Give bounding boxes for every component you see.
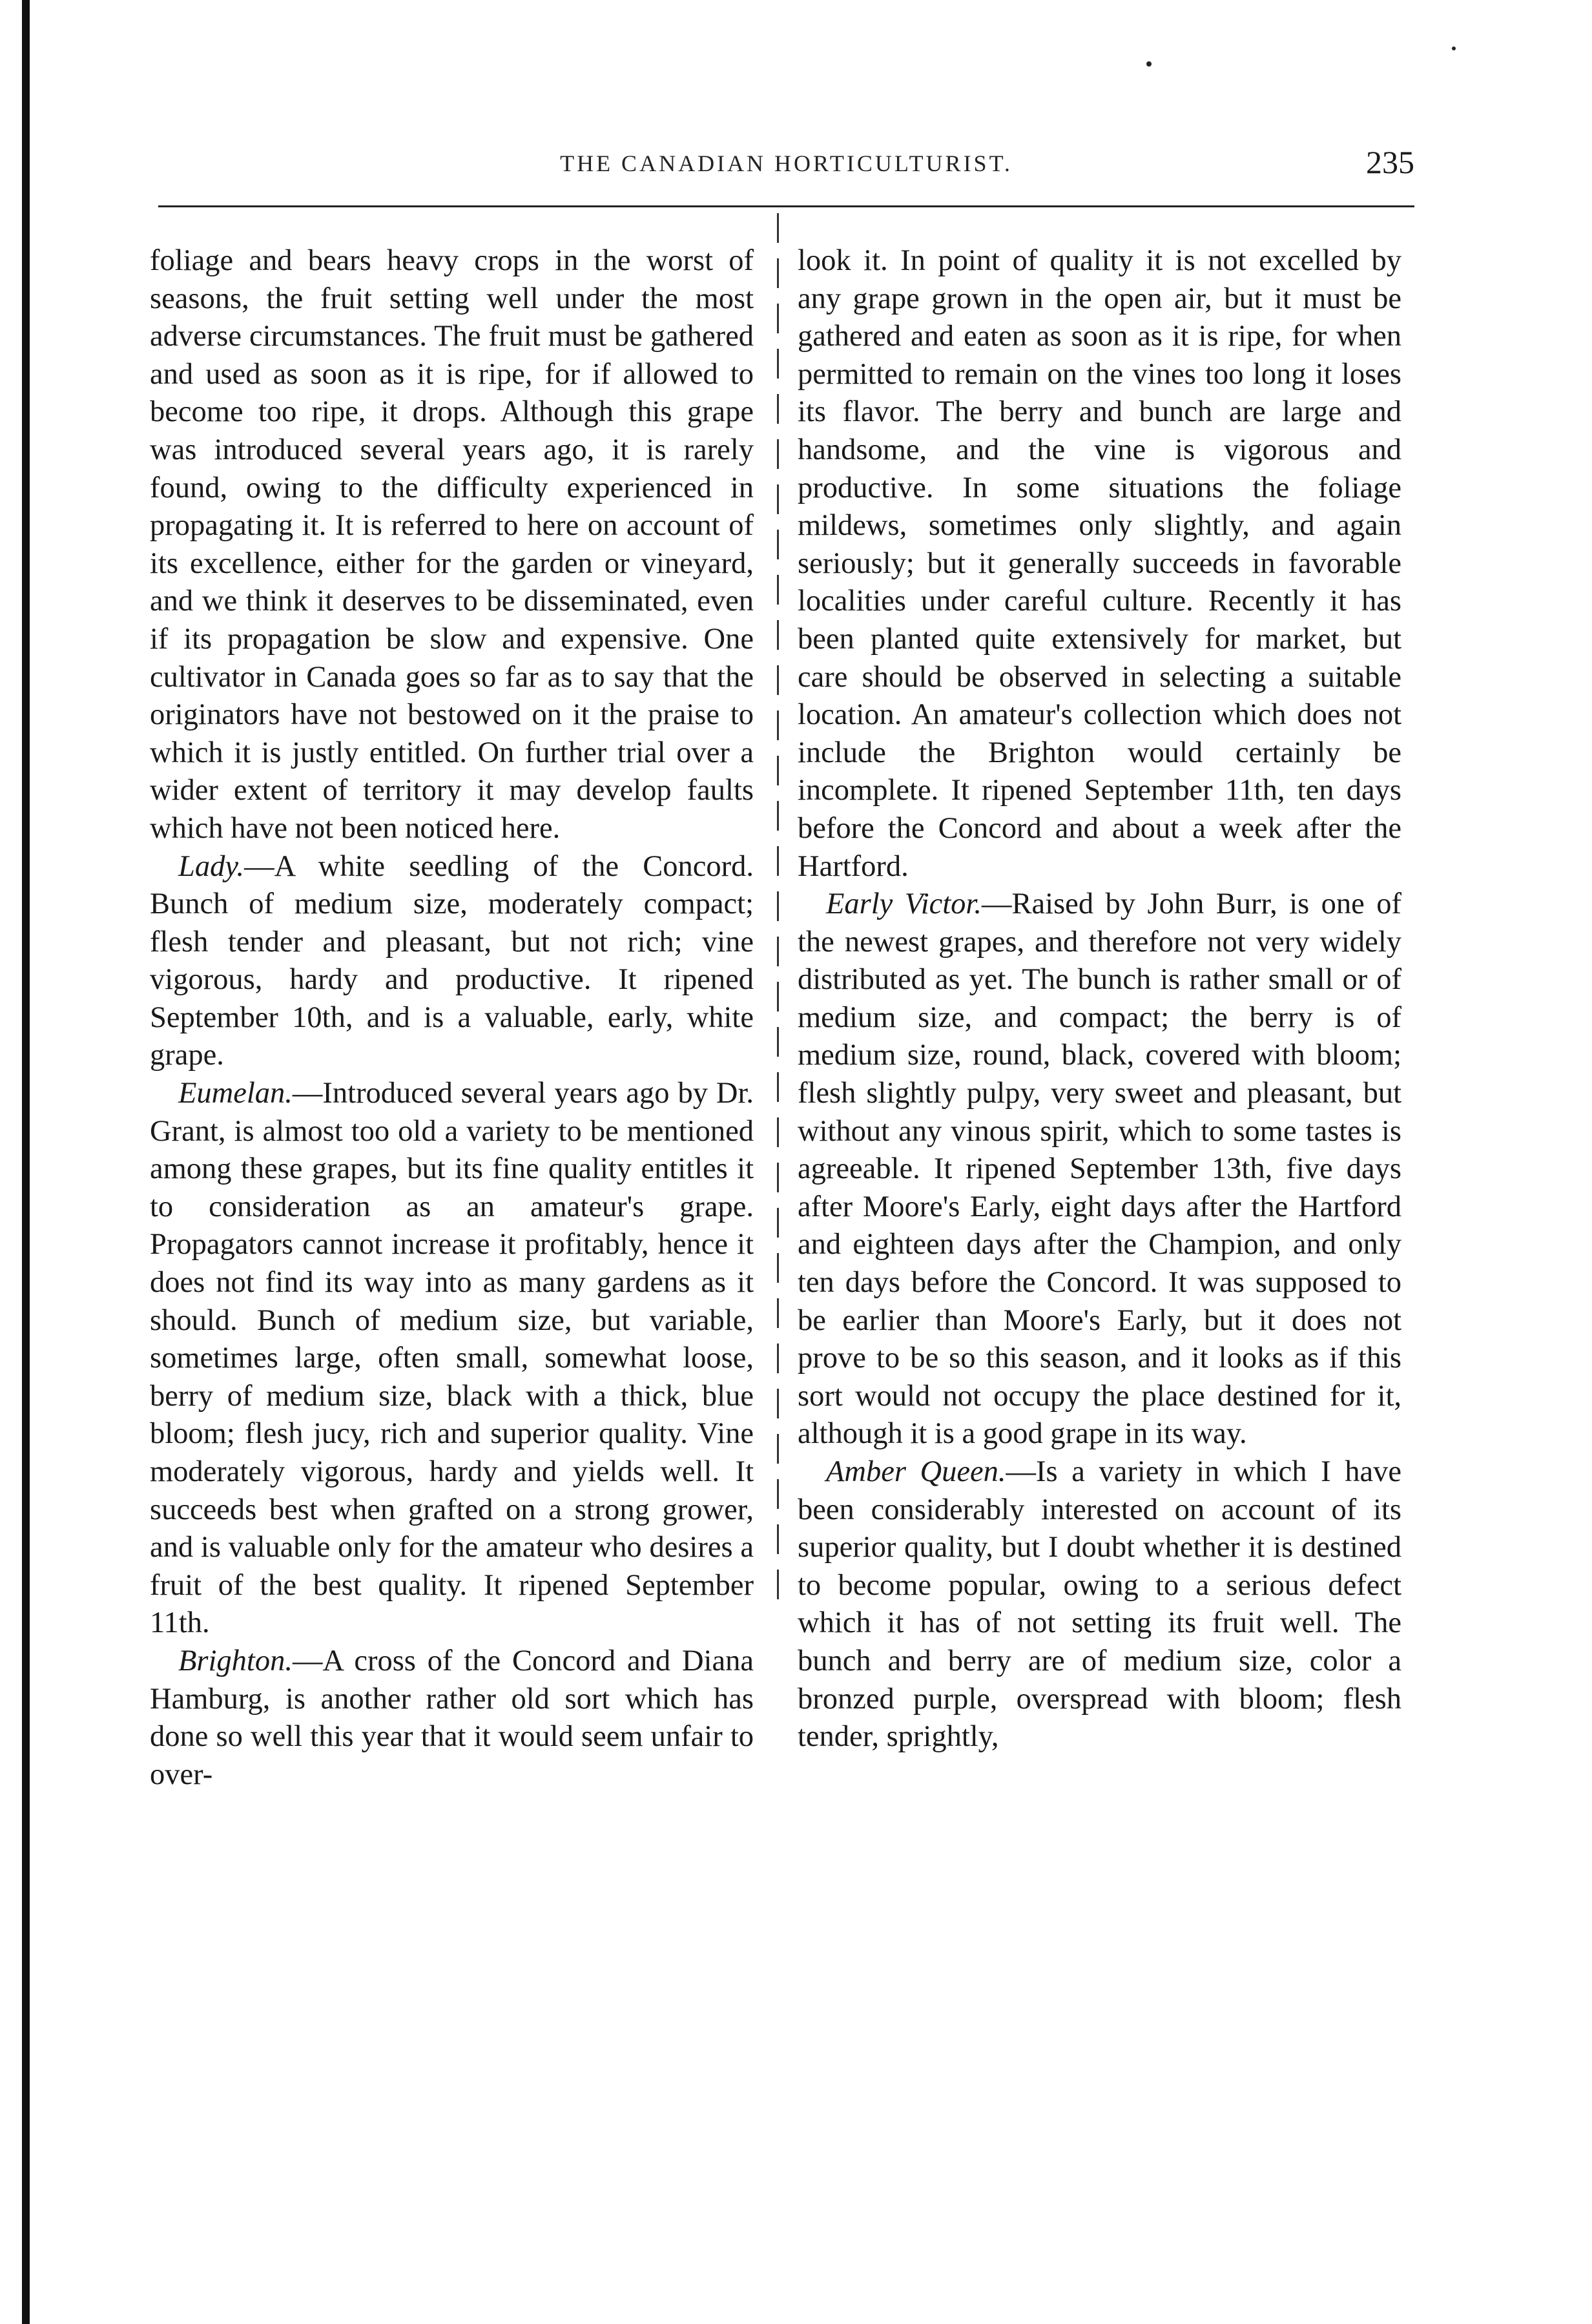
paragraph-brighton: [150, 1643, 754, 1794]
variety-name: Brighton.: [178, 1644, 293, 1677]
left-column: [150, 242, 754, 1794]
page-number: 235: [1366, 144, 1414, 180]
variety-description: —Raised by John Burr, is one of the newest grapes, and therefore not very widely distributed as yet. The bunch is rather small or of medium size, and compact; the berry is of medium size, round, black, covered with bloom; flesh slightly pulpy, very sweet and pleasant, but without any vinous spirit, which to some tastes is agreeable. It ripened September 13th, five days after Moore's Early, eight days after the Hartford and eighteen days after the Champion, and only ten days before the Concord. It was supposed to be earlier than Moore's Early, but it does not prove to be so this season, and it looks as if this sort would not occupy the place destined for it, although it is a good grape in its way.: [798, 887, 1401, 1451]
paragraph-early-victor: [798, 886, 1401, 1453]
running-title: THE CANADIAN HORTICULTURIST.: [560, 150, 1013, 176]
page-header: [158, 143, 1414, 189]
variety-name: Early Victor.: [826, 887, 982, 921]
paragraph-amber-queen: [798, 1453, 1401, 1756]
paragraph-eumelan: [150, 1075, 754, 1643]
column-divider: [777, 213, 779, 1602]
paragraph: look it. In point of quality it is not excelled by any grape grown in the open air, but it must be gathered and eaten as soon as it is ripe, for when permitted to remain on the vines too long it loses its flavor. The berry and bunch are large and handsome, and the vine is vigorous and productive. In some situations the foliage mildews, sometimes only slightly, and again seriously; but it generally succeeds in favorable localities under careful culture. Recently it has been planted quite extensively for market, but care should be observed in selecting a suitable location. An amateur's collection which does not include the Brighton would certainly be incomplete. It ripened September 11th, ten days before the Concord and about a week after the Hartford.: [798, 244, 1401, 883]
scan-edge: [22, 0, 30, 2324]
variety-description: —Introduced several years ago by Dr. Grant, is almost too old a variety to be mentioned among these grapes, but its fine quality entitles it to consideration as an amateur's grape. Propagators cannot increase it profitably, hence it does not find its way into as many gardens as it should. Bunch of medium size, but variable, sometimes large, often small, somewhat loose, berry of medium size, black with a thick, blue bloom; flesh jucy, rich and superior quality. Vine moderately vigorous, hardy and yields well. It succeeds best when grafted on a strong grower, and is valuable only for the amateur who desires a fruit of the best quality. It ripened September 11th.: [150, 1077, 754, 1640]
variety-description: —Is a variety in which I have been considerably interested on account of its superior quality, but I doubt whether it is destined to become popular, owing to a serious defect which it has of not setting its fruit well. The bunch and berry are of medium size, color a bronzed purple, overspread with bloom; flesh tender, sprightly,: [798, 1455, 1401, 1754]
scan-speck: [1452, 47, 1456, 50]
right-column: [798, 242, 1401, 1756]
variety-name: Eumelan.: [178, 1077, 293, 1110]
header-rule: [158, 205, 1414, 207]
scan-speck: [1146, 61, 1152, 67]
variety-description: —A cross of the Concord and Diana Hamburg, is another rather old sort which has done so well this year that it would seem unfair to over-: [150, 1644, 754, 1791]
paragraph-lady: [150, 848, 754, 1075]
paragraph: foliage and bears heavy crops in the worst of seasons, the fruit setting well under the most adverse circumstances. The fruit must be gathered and used as soon as it is ripe, for if allowed to become too ripe, it drops. Although this grape was introduced several years ago, it is rarely found, owing to the difficulty experienced in propagating it. It is referred to here on account of its excellence, either for the garden or vineyard, and we think it deserves to be disseminated, even if its propagation be slow and expensive. One cultivator in Canada goes so far as to say that the originators have not bestowed on it the praise to which it is justly entitled. On further trial over a wider extent of territory it may develop faults which have not been noticed here.: [150, 244, 754, 845]
variety-name: Lady.: [178, 849, 245, 883]
variety-name: Amber Queen.: [826, 1455, 1006, 1488]
variety-description: —A white seedling of the Concord. Bunch of medium size, moderately compact; flesh tender and pleasant, but not rich; vine vigorous, hardy and productive. It ripened September 10th, and is a valuable, early, white grape.: [150, 849, 754, 1072]
